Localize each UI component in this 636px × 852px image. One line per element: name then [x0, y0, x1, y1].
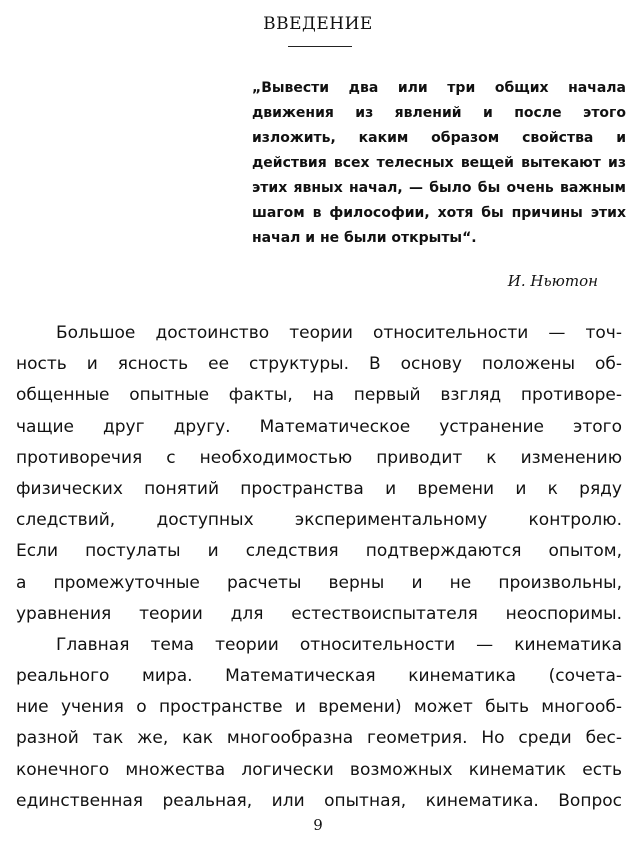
text-line: разной так же, как многообразна геометрия. Но среди бес-	[16, 728, 622, 749]
text-line: чащие друг другу. Математическое устранение этого	[16, 416, 622, 437]
text-line: противоречия с необходимостью приводит к изменению	[16, 447, 622, 468]
text-line: Главная тема теории относительности — кинематика	[56, 634, 622, 655]
text-line: уравнения теории для естествоиспытателя неоспоримы.	[16, 603, 622, 624]
text-line: а промежуточные расчеты верны и не произвольны,	[16, 572, 622, 593]
text-line: Если постулаты и следствия подтверждаются опытом,	[16, 541, 622, 562]
heading-underline	[288, 46, 352, 47]
text-line: физических понятий пространства и времени и к ряду	[16, 478, 622, 499]
page-number: 9	[313, 816, 323, 834]
epigraph-author: И. Ньютон	[507, 272, 598, 290]
text-line: конечного множества логически возможных кинематик есть	[16, 759, 622, 780]
text-line: Большое достоинство теории относительности — точ-	[56, 323, 622, 343]
text-line: реального мира. Математическая кинематика (сочета-	[16, 666, 622, 687]
chapter-heading: ВВЕДЕНИЕ	[263, 14, 373, 34]
text-line: ность и ясность ее структуры. В основу положены об-	[16, 354, 622, 375]
text-line: единственная реальная, или опытная, кинематика. Вопрос	[16, 790, 622, 811]
text-line: следствий, доступных экспериментальному контролю.	[16, 510, 622, 531]
text-line: ние учения о пространстве и времени) может быть многооб-	[16, 697, 622, 718]
text-line: общенные опытные факты, на первый взгляд противоре-	[16, 385, 622, 406]
body-text	[16, 318, 622, 817]
epigraph-quote: „Вывести два или три общих начала движения из явлений и после этого изложить, каким образом свойства и действия всех телесных вещей вытекают из этих явных начал, — было бы очень важным шагом в философии, хотя бы причины этих начал и не были открыты“.	[252, 80, 626, 246]
